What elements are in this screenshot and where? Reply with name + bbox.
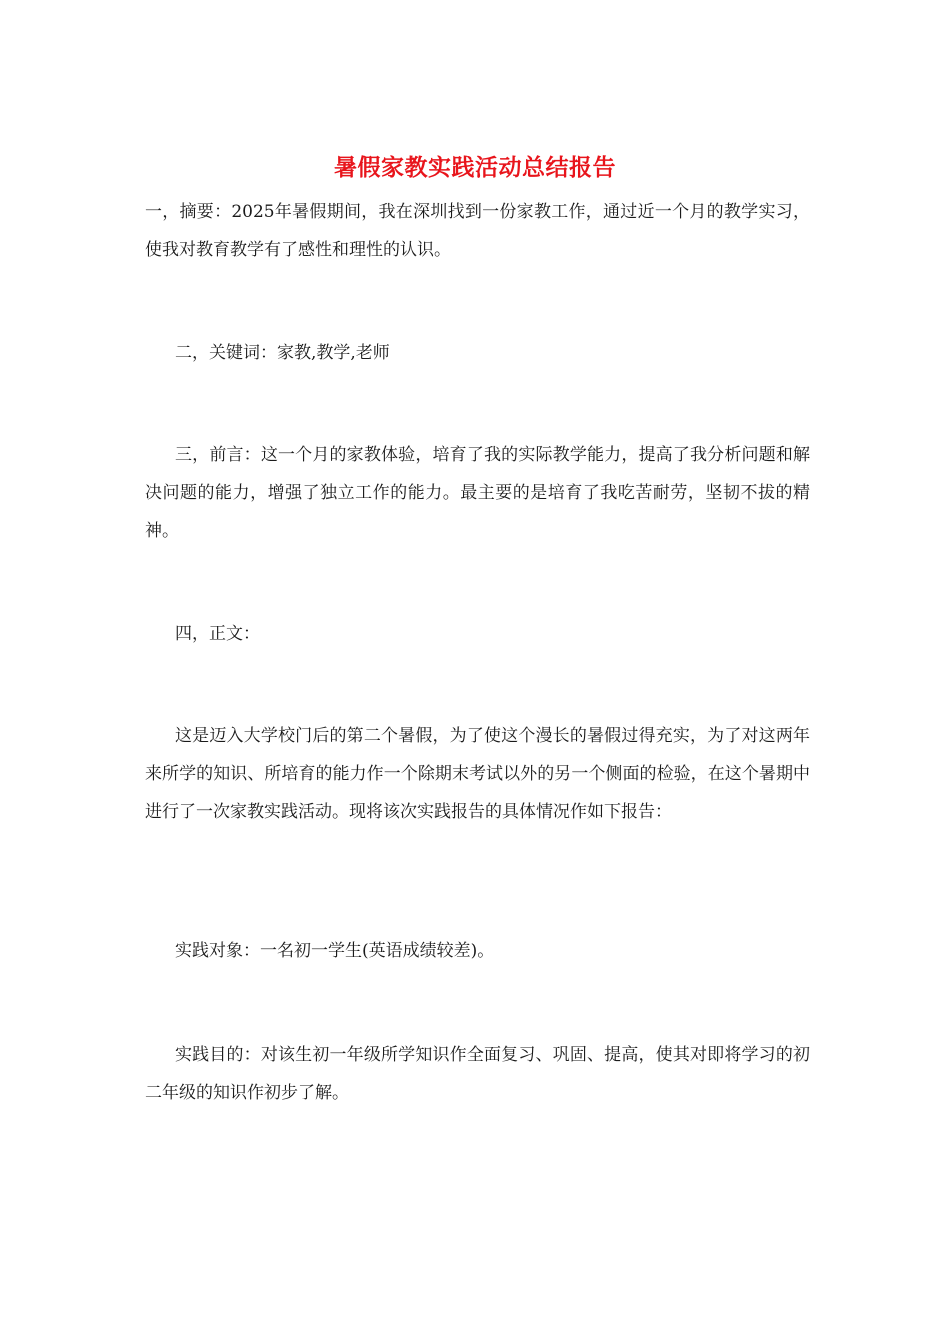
document-title: 暑假家教实践活动总结报告 bbox=[334, 155, 616, 181]
paragraph-body-heading: 四，正文： bbox=[175, 624, 260, 644]
paragraph-body-intro: 这是迈入大学校门后的第二个暑假，为了使这个漫长的暑假过得充实，为了对这两年来所学的知识、所培育的能力作一个除期末考试以外的另一个侧面的检验，在这个暑期中进行了一次家教实践活动。现将该次实践报告的具体情况作如下报告： bbox=[145, 726, 810, 822]
paragraph-preface: 三，前言：这一个月的家教体验，培育了我的实际教学能力，提高了我分析问题和解决问题的能力，增强了独立工作的能力。最主要的是培育了我吃苦耐劳，坚韧不拔的精神。 bbox=[145, 445, 810, 541]
paragraph-abstract: 一，摘要：2025年暑假期间，我在深圳找到一份家教工作，通过近一个月的教学实习，使我对教育教学有了感性和理性的认识。 bbox=[145, 202, 810, 260]
paragraph-keywords: 二，关键词：家教,教学,老师 bbox=[175, 343, 390, 363]
paragraph-practice-purpose: 实践目的：对该生初一年级所学知识作全面复习、巩固、提高，使其对即将学习的初二年级的知识作初步了解。 bbox=[145, 1045, 810, 1103]
paragraph-practice-target: 实践对象：一名初一学生(英语成绩较差)。 bbox=[175, 941, 495, 961]
